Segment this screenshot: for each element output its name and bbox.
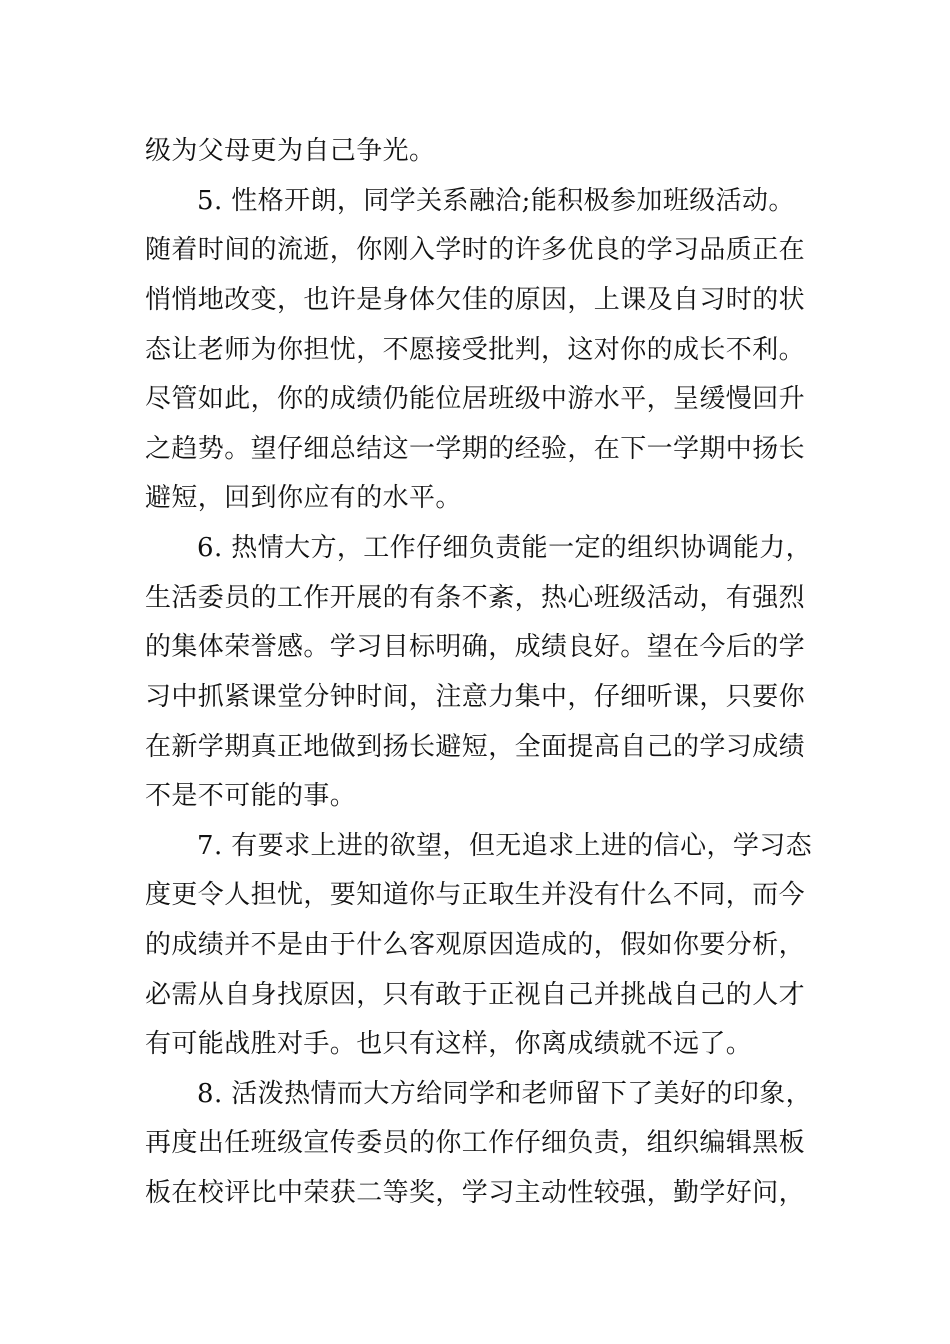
text-line: 板在校评比中荣获二等奖，学习主动性较强，勤学好问， [145, 1178, 806, 1208]
text-line: 尽管如此，你的成绩仍能位居班级中游水平，呈缓慢回升 [145, 384, 806, 414]
text-line: 态让老师为你担忧，不愿接受批判，这对你的成长不利。 [145, 335, 806, 365]
text-line: 在新学期真正地做到扬长避短，全面提高自己的学习成绩 [145, 732, 806, 762]
text-line: 的成绩并不是由于什么客观原因造成的，假如你要分析， [145, 930, 806, 960]
text-line: 避短，回到你应有的水平。 [145, 483, 462, 513]
paragraph-7-start: 7. 有要求上进的欲望，但无追求上进的信心，学习态 [197, 831, 813, 861]
text-line: 悄悄地改变，也许是身体欠佳的原因，上课及自习时的状 [145, 285, 806, 315]
text-line: 随着时间的流逝，你刚入学时的许多优良的学习品质正在 [145, 235, 806, 265]
paragraph-5-start: 5. 性格开朗，同学关系融洽;能积极参加班级活动。 [197, 186, 795, 216]
text-line: 度更令人担忧，要知道你与正取生并没有什么不同，而今 [145, 880, 806, 910]
paragraph-6-start: 6. 热情大方，工作仔细负责能一定的组织协调能力， [197, 533, 813, 563]
text-line: 必需从自身找原因，只有敢于正视自己并挑战自己的人才 [145, 980, 806, 1010]
text-line: 之趋势。望仔细总结这一学期的经验，在下一学期中扬长 [145, 434, 806, 464]
text-line: 的集体荣誉感。学习目标明确，成绩良好。望在今后的学 [145, 632, 806, 662]
text-line: 有可能战胜对手。也只有这样，你离成绩就不远了。 [145, 1029, 753, 1059]
text-line: 习中抓紧课堂分钟时间，注意力集中，仔细听课，只要你 [145, 682, 806, 712]
text-line: 再度出任班级宣传委员的你工作仔细负责，组织编辑黑板 [145, 1128, 806, 1158]
text-line: 不是不可能的事。 [145, 781, 357, 811]
text-line: 级为父母更为自己争光。 [145, 136, 436, 166]
text-line: 生活委员的工作开展的有条不紊，热心班级活动，有强烈 [145, 583, 806, 613]
paragraph-8-start: 8. 活泼热情而大方给同学和老师留下了美好的印象， [197, 1079, 813, 1109]
